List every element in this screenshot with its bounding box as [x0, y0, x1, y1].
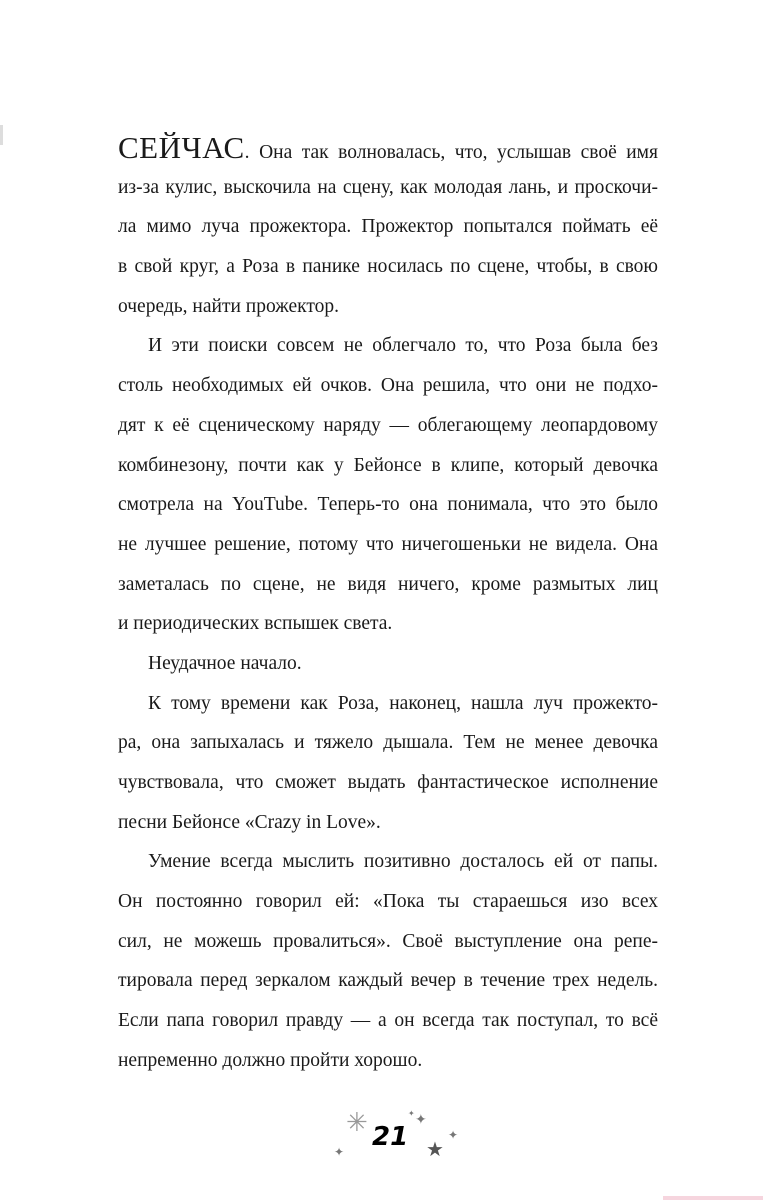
sparkle-icon: ✦: [448, 1128, 459, 1142]
text-line: [118, 803, 658, 843]
text-line: [118, 406, 658, 446]
page-edge-mark: [663, 1196, 763, 1200]
line-text: Он постоянно говорил ей: «Пока ты стараешься изо всех: [118, 891, 658, 913]
text-line: [118, 842, 658, 882]
sparkle-icon: ✦: [334, 1145, 345, 1159]
text-line: [118, 247, 658, 287]
body-text: [118, 128, 658, 1081]
sparkle-icon: ✦: [415, 1113, 427, 1128]
text-line: [118, 763, 658, 803]
text-line: [118, 1001, 658, 1041]
line-text: сил, не можешь провалиться». Своё выступление она репе-: [118, 930, 658, 952]
text-line: [118, 922, 658, 962]
page-edge-mark: [0, 125, 3, 145]
text-line: [118, 961, 658, 1001]
line-text: песни Бейонсе «Crazy in Love».: [118, 811, 381, 833]
text-line: [118, 684, 658, 724]
text-line: [118, 326, 658, 366]
text-line: [118, 525, 658, 565]
line-text: Умение всегда мыслить позитивно досталось ей от папы.: [148, 851, 658, 873]
line-text: и периодических вспышек света.: [118, 613, 393, 635]
text-line: [118, 1041, 658, 1081]
text-line: [118, 644, 658, 684]
line-text: К тому времени как Роза, наконец, нашла луч прожекто-: [148, 692, 658, 714]
line-text: не лучшее решение, потому что ничегошеньки не видела. Она: [118, 533, 658, 555]
line-text: Если папа говорил правду — а он всегда так поступал, то всё: [118, 1010, 658, 1032]
line-text: комбинезону, почти как у Бейонсе в клипе, который девочка: [118, 454, 658, 476]
text-line: [118, 446, 658, 486]
sparkle-icon: ✦: [408, 1109, 415, 1118]
line-text: чувствовала, что сможет выдать фантастическое исполнение: [118, 772, 658, 793]
text-line: [118, 128, 658, 168]
text-line: [118, 287, 658, 327]
line-text: . Она так волновалась, что, услышав своё имя: [244, 142, 658, 163]
text-line: [118, 723, 658, 763]
line-text: ла мимо луча прожектора. Прожектор попытался поймать её: [118, 216, 658, 238]
text-line: [118, 604, 658, 644]
text-line: [118, 168, 658, 208]
line-text: Неудачное начало.: [148, 652, 302, 674]
text-line: [118, 366, 658, 406]
text-line: [118, 565, 658, 605]
star-icon: ★: [426, 1139, 444, 1161]
text-line: [118, 485, 658, 525]
line-text: смотрела на YouTube. Теперь-то она понимала, что это было: [118, 494, 658, 516]
line-text: из-за кулис, выскочила на сцену, как молодая лань, и проскочи-: [118, 176, 658, 198]
line-text: ра, она запыхалась и тяжело дышала. Тем не менее девочка: [118, 732, 658, 754]
sparkle-icon: ✳: [346, 1108, 368, 1137]
page-footer: [320, 1100, 480, 1200]
line-text: тировала перед зеркалом каждый вечер в течение трех недель.: [118, 970, 658, 992]
line-text: в свой круг, а Роза в панике носилась по сцене, чтобы, в свою: [118, 256, 658, 278]
text-line: [118, 882, 658, 922]
text-line: [118, 207, 658, 247]
lead-word: СЕЙЧАС: [118, 130, 245, 165]
line-text: заметалась по сцене, не видя ничего, кроме размытых лиц: [118, 573, 658, 595]
line-text: очередь, найти прожектор.: [118, 295, 339, 317]
line-text: дят к её сценическому наряду — облегающему леопардовому: [118, 414, 658, 436]
page-number: 21: [372, 1122, 409, 1152]
line-text: И эти поиски совсем не облегчало то, что Роза была без: [148, 335, 658, 357]
line-text: непременно должно пройти хорошо.: [118, 1049, 423, 1071]
line-text: столь необходимых ей очков. Она решила, что они не подхо-: [118, 375, 658, 397]
